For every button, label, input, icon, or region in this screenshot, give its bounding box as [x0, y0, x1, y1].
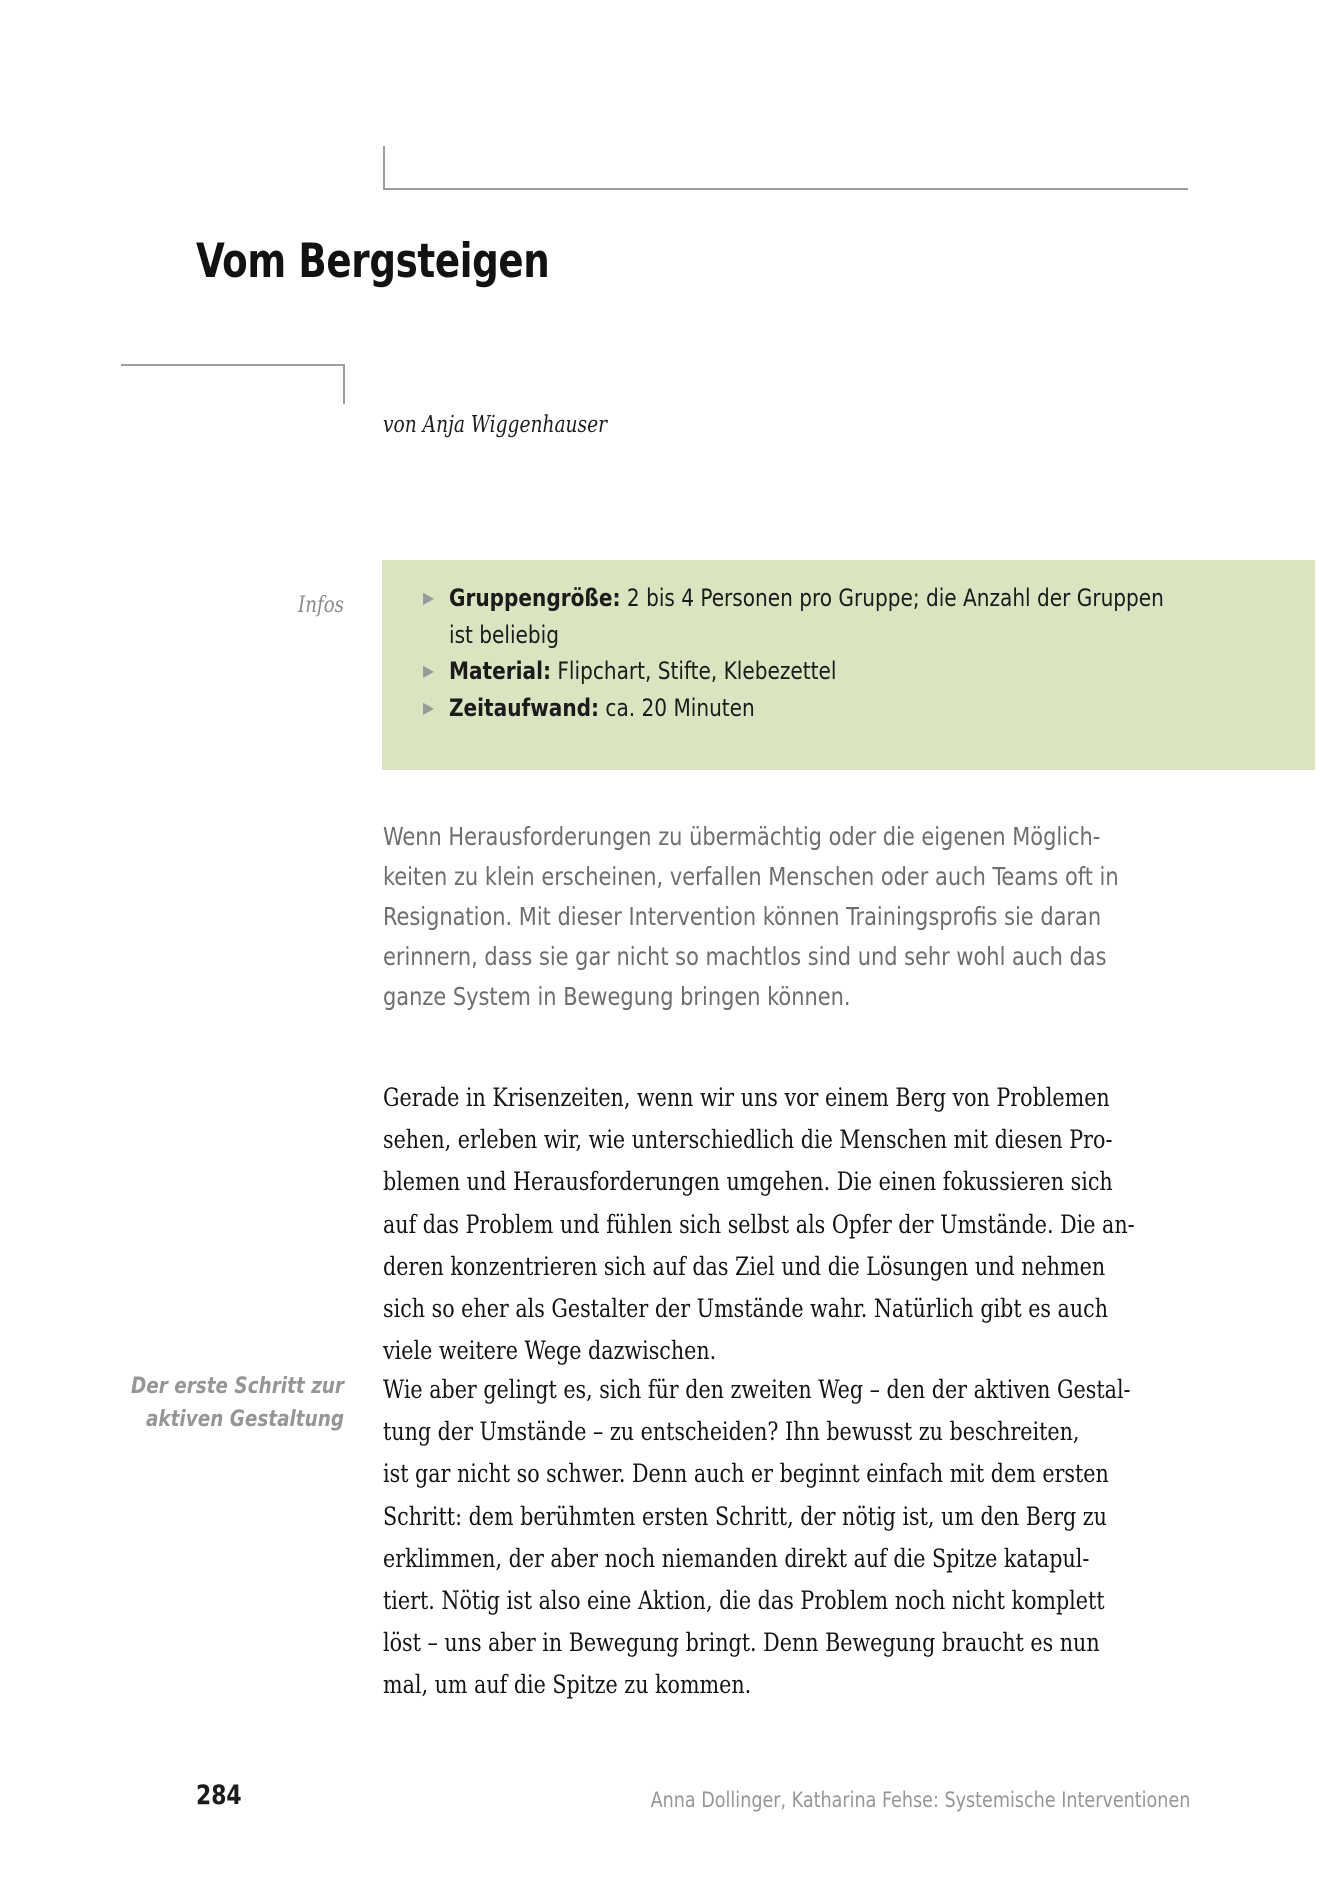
body-paragraph-one	[383, 1077, 1263, 1372]
margin-note	[100, 1370, 344, 1436]
body-line: blemen und Herausforderungen umgehen. Die einen fokussieren sich	[383, 1167, 1113, 1198]
margin-note-line: Der erste Schritt zur	[130, 1374, 344, 1399]
body-line: Schritt: dem berühmten ersten Schritt, der nötig ist, um den Berg zu	[383, 1501, 1107, 1532]
infos-list-item	[382, 690, 1315, 727]
running-head: Anna Dollinger, Katharina Fehse: Systemische Interventionen	[650, 1788, 1190, 1812]
page-title: Vom Bergsteigen	[196, 234, 550, 289]
page-number: 284	[196, 1780, 242, 1811]
body-line: viele weitere Wege dazwischen.	[383, 1336, 717, 1367]
infos-item-term: Zeitaufwand:	[449, 693, 600, 722]
triangle-bullet-icon: ▶	[423, 697, 435, 717]
infos-item-value: Flipchart, Stifte, Klebezettel	[551, 657, 837, 685]
infos-item-content	[449, 580, 1188, 653]
intro-line: ganze System in Bewegung bringen können.	[383, 982, 851, 1011]
body-line: erklimmen, der aber noch niemanden direkt auf die Spitze katapul-	[383, 1543, 1090, 1574]
body-line: auf das Problem und fühlen sich selbst als Opfer der Umstände. Die an-	[383, 1209, 1135, 1240]
infos-list-item	[382, 580, 1315, 653]
infos-item-term: Material:	[449, 657, 552, 685]
margin-note-line: aktiven Gestaltung	[145, 1407, 344, 1432]
infos-list-item	[382, 653, 1315, 690]
triangle-bullet-icon: ▶	[423, 661, 435, 680]
triangle-bullet-icon: ▶	[423, 588, 435, 607]
body-line: löst – uns aber in Bewegung bringt. Denn Bewegung braucht es nun	[383, 1628, 1100, 1659]
body-paragraph-two	[383, 1369, 1263, 1707]
intro-line: erinnern, dass sie gar nicht so machtlos sind und sehr wohl auch das	[383, 942, 1107, 971]
intro-line: keiten zu klein erscheinen, verfallen Menschen oder auch Teams oft in	[383, 862, 1119, 891]
author-byline: von Anja Wiggenhauser	[383, 412, 608, 438]
secondary-bracket-rule	[121, 364, 345, 404]
body-line: sehen, erleben wir, wie unterschiedlich die Menschen mit diesen Pro-	[383, 1125, 1113, 1156]
top-bracket-rule	[383, 146, 1188, 190]
body-line: tiert. Nötig ist also eine Aktion, die das Problem noch nicht komplett	[383, 1586, 1105, 1617]
intro-line: Resignation. Mit dieser Intervention können Trainingsprofis sie daran	[383, 902, 1102, 931]
infos-item-value: 2 bis 4 Personen pro Gruppe; die Anzahl der Gruppen ist beliebig	[449, 584, 1164, 649]
infos-list	[382, 580, 1315, 726]
infos-item-content	[449, 690, 755, 727]
infos-margin-label: Infos	[298, 593, 344, 618]
body-line: tung der Umstände – zu entscheiden? Ihn bewusst zu beschreiten,	[383, 1417, 1080, 1448]
body-line: deren konzentrieren sich auf das Ziel und die Lösungen und nehmen	[383, 1251, 1106, 1282]
intro-line: Wenn Herausforderungen zu übermächtig oder die eigenen Möglich-	[383, 822, 1101, 851]
infos-item-content	[449, 653, 836, 690]
infos-item-value: ca. 20 Minuten	[599, 693, 755, 722]
body-line: Gerade in Krisenzeiten, wenn wir uns vor einem Berg von Problemen	[383, 1083, 1110, 1113]
body-line: mal, um auf die Spitze zu kommen.	[383, 1670, 752, 1701]
body-line: Wie aber gelingt es, sich für den zweiten Weg – den der aktiven Gestal-	[383, 1375, 1131, 1405]
body-line: ist gar nicht so schwer. Denn auch er beginnt einfach mit dem ersten	[383, 1459, 1109, 1490]
body-line: sich so eher als Gestalter der Umstände wahr. Natürlich gibt es auch	[383, 1294, 1109, 1325]
infos-item-term: Gruppengröße:	[449, 584, 621, 612]
intro-paragraph	[383, 817, 1243, 1017]
